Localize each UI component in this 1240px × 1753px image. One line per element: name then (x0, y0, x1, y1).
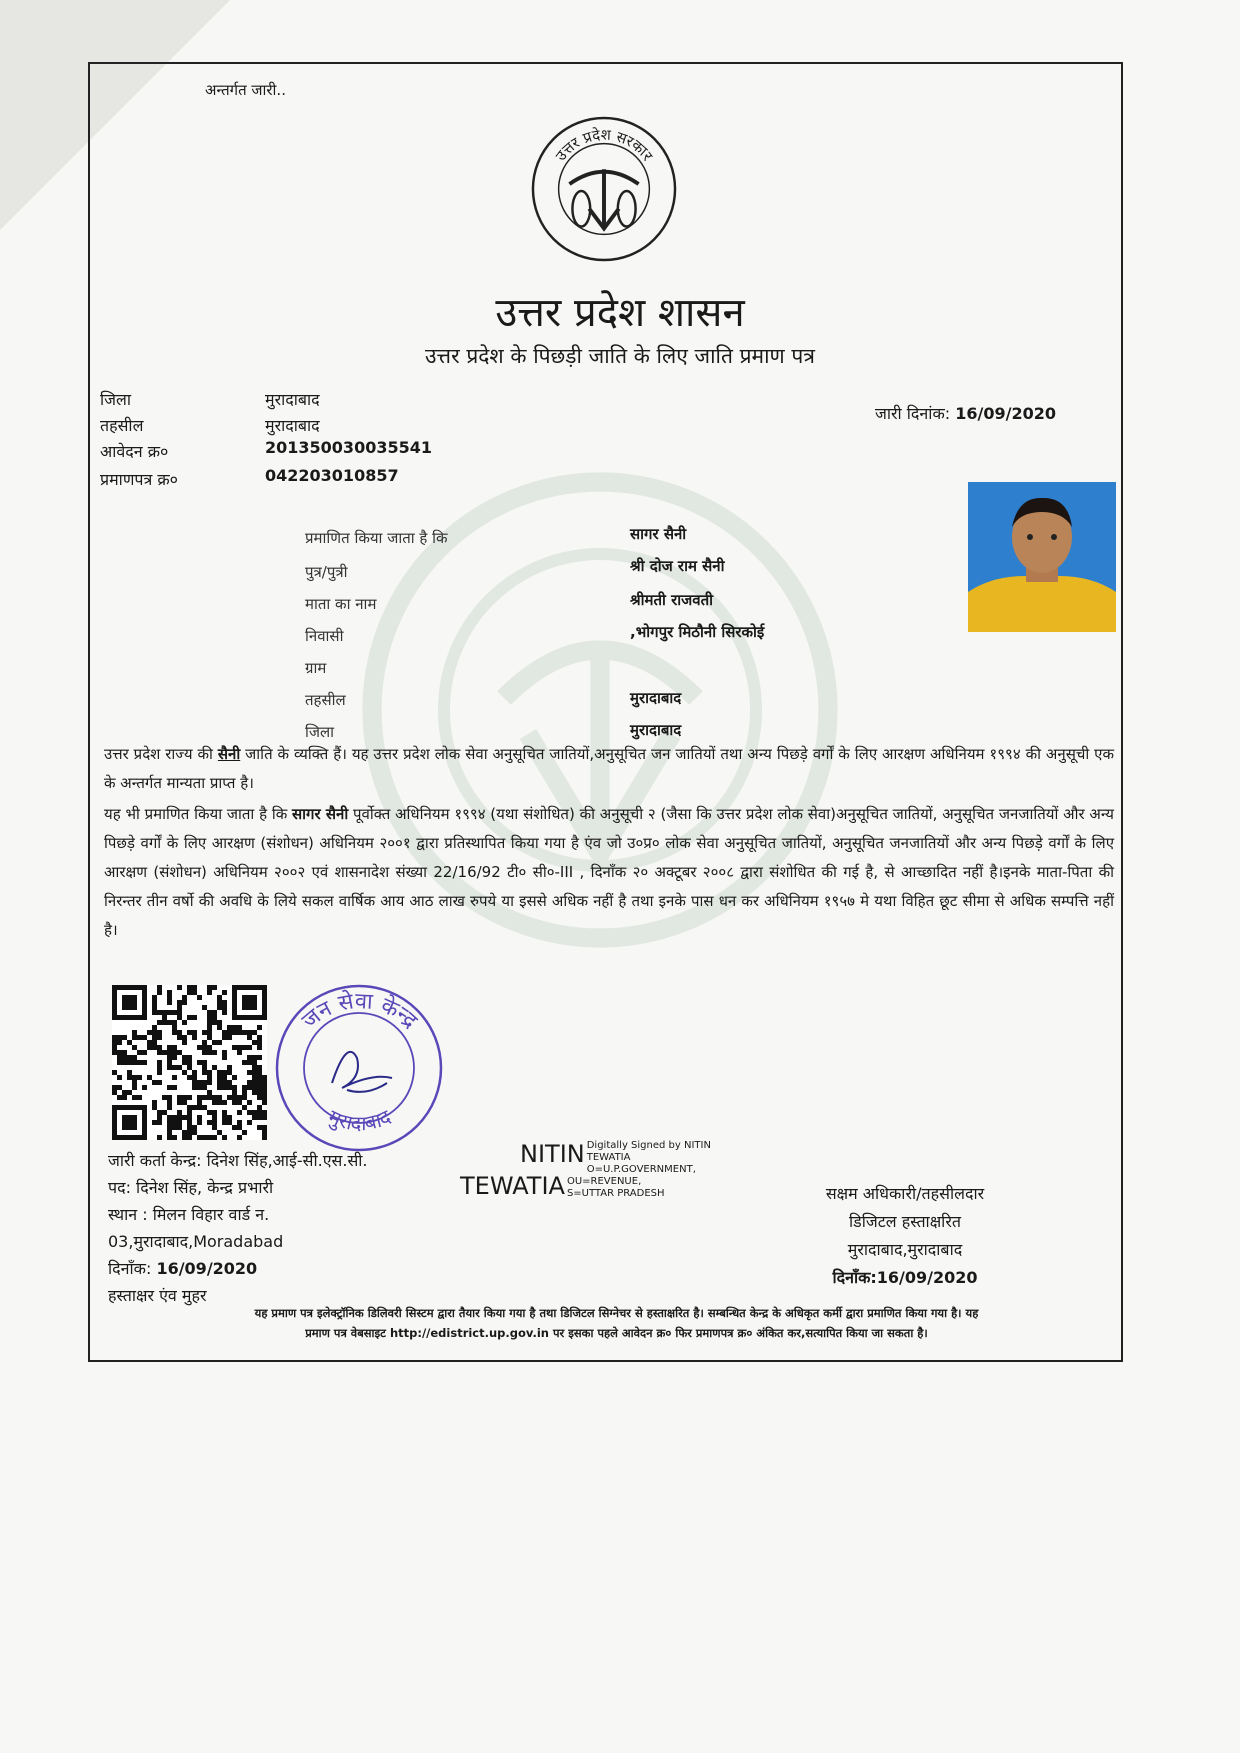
up-government-emblem (530, 115, 678, 263)
mother-name: श्रीमती राजवती (630, 591, 714, 609)
sig-detail-4: OU=REVENUE, (566, 1176, 642, 1187)
svg-text:जन सेवा केन्द्र (298, 988, 423, 1034)
resident-value: ,भोगपुर मिठौनी सिरकोई (630, 623, 765, 641)
footer-line-2: प्रमाण पत्र वेबसाइट http://edistrict.up.gov.in पर इसका पहले आवेदन क्र० फिर प्रमाणपत्र क्र० अंकित कर,सत्यापित किया जा सकता है। (305, 1326, 928, 1340)
para2-text-b: पूर्वोक्त अधिनियम १९९४ (यथा संशोधित) की अनुसूची २ (जैसा कि उत्तर प्रदेश लोक सेवा)अनुसूचित जातियों, अनुसूचित जनजातियों और अन्य पिछड़े वर्गों के लिए आरक्षण (संशोधन) अधिनियम २००१ द्वारा प्रतिस्थापित किया गया है एंव जो उ०प्र० लोक सेवा अनुसूचित जातियों, अनुसूचित जनजातियों और अन्य पिछड़े वर्गों के लिए आरक्षण (संशोधन) अधिनियम २००२ एवं शासनादेश संख्या 22/16/92 टी० सी०-III , दिनाँक २० अक्टूबर २००८ द्वारा संशोधित की गई है, से आच्छादित नहीं है।इनके माता-पिता की निरन्तर तीन वर्षो की अवधि के लिये सकल वार्षिक आय आठ लाख रुपये या इससे अधिक नहीं है तथा इनके पास धन कर अधिनियम १९५७ मे यथा विहित छूट सीमा से अधिक सम्पत्ति नहीं है। (104, 805, 1114, 939)
mother-label: माता का नाम (305, 595, 377, 613)
para1-text-b: जाति के व्यक्ति हैं। यह उत्तर प्रदेश लोक सेवा अनुसूचित जातियों,अनुसूचित जन जातियों तथा अन्य पिछड़े वर्गों के लिए आरक्षण अधिनियम १९९४ की अनुसूची एक के अन्तर्गत मान्यता प्राप्त है। (104, 745, 1114, 792)
sig-detail-1: Digitally Signed by NITIN (586, 1140, 711, 1151)
signer-name-2: TEWATIA (460, 1172, 565, 1200)
signer-name-1: NITIN (520, 1140, 585, 1168)
tehsil-value: मुरादाबाद (265, 416, 320, 435)
qr-code (112, 985, 267, 1140)
paragraph-caste (104, 740, 1114, 798)
issuer-date-value: 16/09/2020 (156, 1259, 258, 1278)
district-detail-value: मुरादाबाद (630, 721, 682, 739)
certified-label: प्रमाणित किया जाता है कि (305, 529, 448, 547)
stamp-top-text: जन सेवा केन्द्र (297, 988, 422, 1034)
issue-date (875, 402, 1056, 424)
applicant-name: सागर सैनी (630, 525, 687, 543)
jan-seva-kendra-stamp (262, 978, 457, 1153)
authority-date: दिनाँक:16/09/2020 (832, 1268, 978, 1287)
sig-detail-5: S=UTTAR PRADESH (566, 1188, 665, 1199)
resident-label: निवासी (305, 627, 344, 645)
para2-text-a: यह भी प्रमाणित किया जाता है कि (104, 805, 293, 823)
tehsil-detail-label: तहसील (305, 691, 346, 709)
tehsil-label: तहसील (100, 416, 144, 435)
top-note: अन्तर्गत जारी.. (205, 81, 286, 99)
certificate-subtitle: उत्तर प्रदेश के पिछड़ी जाति के लिए जाति प्रमाण पत्र (425, 344, 815, 368)
son-daughter-label: पुत्र/पुत्री (305, 563, 348, 581)
issuer-date (108, 1255, 367, 1282)
application-label: आवेदन क्र० (100, 442, 169, 461)
father-name: श्री दोज राम सैनी (630, 557, 725, 575)
sig-detail-3: O=U.P.GOVERNMENT, (586, 1164, 696, 1175)
digital-signature (460, 1140, 711, 1200)
stamp-bottom-text: मुरादाबाद (324, 1104, 395, 1136)
sig-detail-2: TEWATIA (586, 1152, 631, 1163)
svg-text:उत्तर प्रदेश सरकार (552, 126, 656, 165)
issuer-address: 03,मुरादाबाद,Moradabad (108, 1232, 284, 1251)
caste-name: सैनी (217, 745, 241, 763)
footer-line-1: यह प्रमाण पत्र इलेक्ट्रॉनिक डिलिवरी सिस्टम द्वारा तैयार किया गया है तथा डिजिटल सिग्नेचर से हस्ताक्षरित है। सम्बन्धित केन्द्र के अधिकृत कर्मी द्वारा प्रमाणित किया गया है। यह (254, 1306, 979, 1320)
issuer-place: स्थान : मिलन विहार वार्ड न. (108, 1205, 270, 1224)
authority-block (780, 1180, 1030, 1292)
issuer-date-label: दिनाँक: (108, 1259, 152, 1278)
tehsil-detail-value: मुरादाबाद (630, 689, 682, 707)
issuer-center: जारी कर्ता केन्द्र: दिनेश सिंह,आई-सी.एस.सी. (108, 1151, 368, 1170)
issuer-block (108, 1147, 367, 1309)
footer-note (104, 1303, 1129, 1343)
issuer-post: पद: दिनेश सिंह, केन्द्र प्रभारी (108, 1178, 274, 1197)
district-detail-label: जिला (305, 723, 335, 741)
certificate-label: प्रमाणपत्र क्र० (100, 470, 178, 489)
issue-date-label: जारी दिनांक: (875, 404, 951, 423)
applicant-photo (968, 482, 1116, 632)
certificate-number: 042203010857 (265, 466, 399, 485)
application-number: 201350030035541 (265, 438, 432, 457)
authority-place: मुरादाबाद,मुरादाबाद (847, 1240, 963, 1259)
district-value: मुरादाबाद (265, 390, 320, 409)
issuer-sign-seal: हस्ताक्षर एंव मुहर (108, 1286, 207, 1305)
district-label: जिला (100, 390, 132, 409)
emblem-text: उत्तर प्रदेश सरकार (552, 126, 656, 165)
paragraph-creamy-layer (104, 800, 1114, 945)
village-label: ग्राम (305, 659, 327, 677)
authority-title: सक्षम अधिकारी/तहसीलदार (825, 1184, 985, 1203)
issue-date-value: 16/09/2020 (955, 404, 1056, 423)
svg-text:मुरादाबाद (324, 1104, 395, 1135)
authority-digital: डिजिटल हस्ताक्षरित (849, 1212, 961, 1231)
para2-name: सागर सैनी (292, 805, 349, 823)
page-title: उत्तर प्रदेश शासन (495, 290, 745, 336)
para1-text-a: उत्तर प्रदेश राज्य की (104, 745, 218, 763)
